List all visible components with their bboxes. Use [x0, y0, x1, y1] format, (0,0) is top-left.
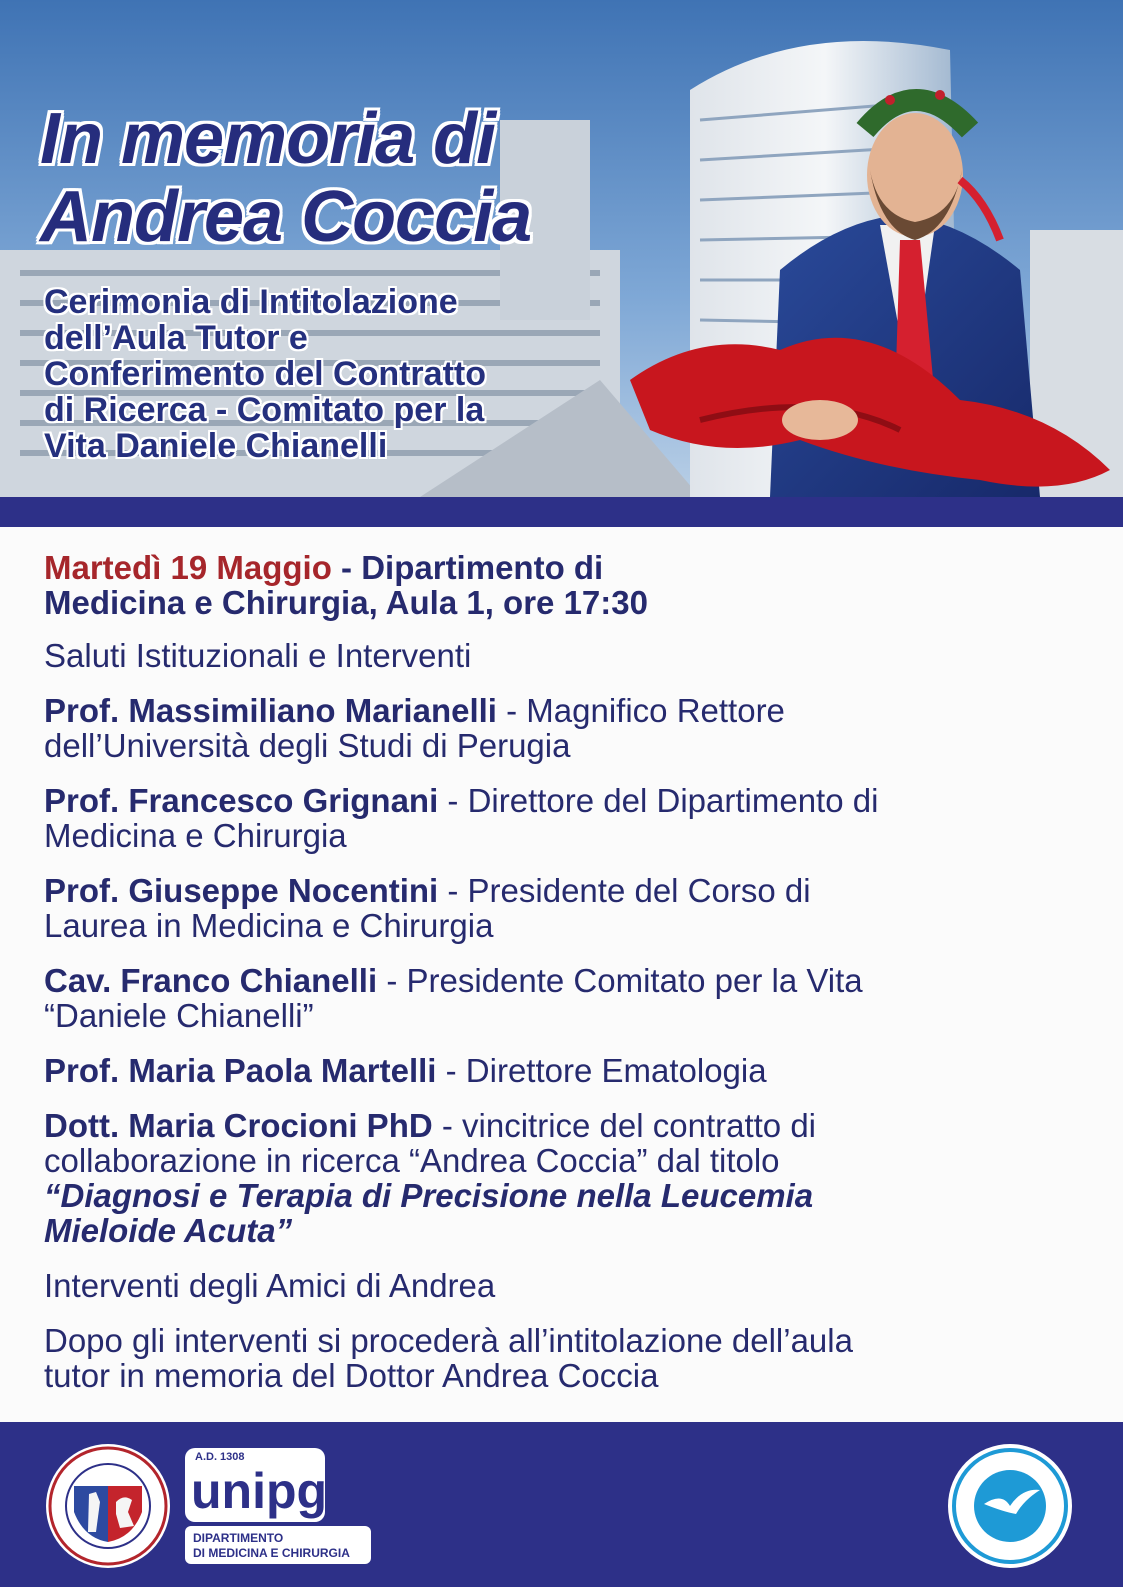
program-intro: Saluti Istituzionali e Interventi [44, 637, 472, 674]
speaker-role-line2: Laurea in Medicina e Chirurgia [44, 907, 494, 944]
subtitle-line: Vita Daniele Chianelli [44, 427, 388, 465]
event-info [44, 550, 1104, 620]
subtitle-line: Conferimento del Contratto [44, 355, 486, 393]
closing-line1: Dopo gli interventi si procederà all’intitolazione dell’aula [44, 1322, 853, 1359]
unipg-wordmark: unipg [191, 1463, 328, 1519]
speaker-item [44, 873, 1104, 943]
research-title-line2: Mieloide Acuta” [44, 1212, 293, 1249]
title-line-2: Andrea Coccia [40, 177, 532, 257]
subtitle [44, 284, 624, 464]
subtitle-line: di Ricerca - Comitato per la [44, 391, 485, 429]
top-divider-band [0, 497, 1123, 527]
title-line-1: In memoria di [40, 99, 496, 179]
university-seal-logo [44, 1442, 172, 1570]
comitato-logo [946, 1442, 1074, 1570]
speaker-role-line2: collaborazione in ricerca “Andrea Coccia” dal titolo [44, 1142, 780, 1179]
speaker-item [44, 963, 1104, 1033]
closing-note [44, 1323, 1104, 1393]
speaker-role: - Direttore del Dipartimento di [438, 782, 879, 819]
research-contract-item [44, 1108, 1104, 1248]
speaker-item [44, 1053, 1104, 1088]
speaker-name: Prof. Giuseppe Nocentini [44, 872, 439, 909]
speaker-role: - Presidente Comitato per la Vita [377, 962, 863, 999]
speaker-name: Dott. Maria Crocioni PhD [44, 1107, 433, 1144]
subtitle-line: Cerimonia di Intitolazione [44, 283, 458, 321]
unipg-dept-line2: DI MEDICINA E CHIRURGIA [193, 1546, 350, 1560]
research-title-line1: “Diagnosi e Terapia di Precisione nella Leucemia [44, 1177, 814, 1214]
speaker-role: - Presidente del Corso di [438, 872, 811, 909]
speaker-name: Prof. Francesco Grignani [44, 782, 439, 819]
closing-line2: tutor in memoria del Dottor Andrea Coccia [44, 1357, 659, 1394]
speaker-item [44, 783, 1104, 853]
speaker-role-line2: Medicina e Chirurgia [44, 817, 347, 854]
friends-speeches: Interventi degli Amici di Andrea [44, 1267, 496, 1304]
hero-banner [0, 0, 1123, 497]
program-content [44, 550, 1104, 1413]
speaker-name: Cav. Franco Chianelli [44, 962, 378, 999]
unipg-year: A.D. 1308 [195, 1451, 245, 1463]
subtitle-line: dell’Aula Tutor e [44, 319, 308, 357]
unipg-dept-line1: DIPARTIMENTO [193, 1531, 284, 1545]
speaker-role: - Magnifico Rettore [496, 692, 785, 729]
event-location: - Dipartimento di [331, 549, 604, 586]
unipg-department-logo [183, 1446, 373, 1566]
speaker-role: - vincitrice del contratto di [432, 1107, 817, 1144]
speaker-name: Prof. Maria Paola Martelli [44, 1052, 437, 1089]
event-date: Martedì 19 Maggio [44, 549, 332, 586]
speaker-item [44, 693, 1104, 763]
speaker-name: Prof. Massimiliano Marianelli [44, 692, 497, 729]
event-location-line2: Medicina e Chirurgia, Aula 1, ore 17:30 [44, 584, 648, 621]
speaker-role-line2: “Daniele Chianelli” [44, 997, 314, 1034]
speaker-role-line2: dell’Università degli Studi di Perugia [44, 727, 571, 764]
speaker-role: - Direttore Ematologia [436, 1052, 767, 1089]
